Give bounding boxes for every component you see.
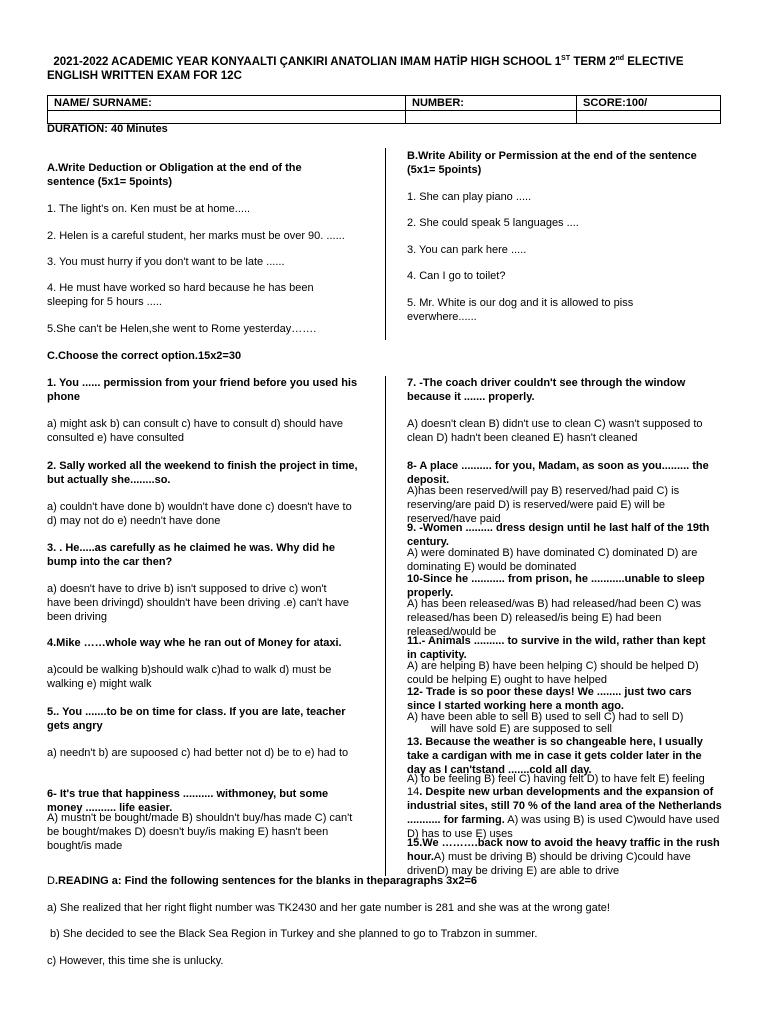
question-number: 14 [407,786,420,798]
section-b-item: 4. Can I go to toilet? [407,270,506,282]
question-options: a)could be walking b)should walk c)had to walk d) must be walking e) might walk [47,664,332,690]
exam-title: 2021-2022 ACADEMIC YEAR KONYAALTI ÇANKIRI ANATOLIAN IMAM HATİP HIGH SCHOOL 1ST TERM 2nd ELECTIVE ENGLISH WRITTEN EXAM FOR 12C [47,55,684,82]
question-text: 3. . He.....as carefully as he claimed he was. Why did he bump into the car then? [47,542,335,568]
question-options: a) needn't b) are supoosed c) had better not d) be to e) had to [47,747,349,759]
question-text: 8- A place .......... for you, Madam, as soon as you......... the deposit. [407,460,709,486]
question-text: 1. You ...... permission from your friend before you used his phone [47,377,358,403]
number-field[interactable] [406,111,577,124]
section-a-item: 3. You must hurry if you don't want to be late ...... [47,256,285,268]
question-text: 15.We ……….back now to avoid the heavy traffic in the rush hour. [407,837,720,863]
question-options: A)has been reserved/will pay B) reserved/had paid C) is reserving/are paid D) is reserved/were paid E) will be reserved/have paid [407,485,680,525]
question-options: A) has been released/was B) had released/had been C) was released/has been D) released/is being E) had been released/would be [407,598,702,638]
question-block [407,785,722,841]
question-text: 5.. You .......to be on time for class. If you are late, teacher gets angry [47,706,346,732]
question-options: A) mustn't be bought/made B) shouldn't buy/has made C) can't be bought/makes D) doesn't buy/is making E) hasn't been bought/is made [47,812,353,852]
question-options: A) must be driving B) should be driving C)could have drivenD) may be driving E) are able to drive [407,851,691,877]
question-text: 13. Because the weather is so changeable here, I usually take a cardigan with me in case it gets colder later in the day as I can'tstand .......cold all day. [407,736,703,776]
section-a-item: 5.She can't be Helen,she went to Rome yesterday……. [47,323,317,335]
column-divider-top [385,148,386,340]
duration: DURATION: 40 Minutes [47,123,168,135]
section-b-item: 3. You can park here ..... [407,244,527,256]
question-text: 2. Sally worked all the weekend to finish the project in time, but actually she........so. [47,460,358,486]
name-surname-label: NAME/ SURNAME: [48,96,406,111]
question-text: 4.Mike ……whole way whe he ran out of Money for ataxi. [47,637,342,649]
question-options: A) are helping B) have been helping C) should be helped D) could be helping E) ought to have helped [407,660,699,686]
question-block [407,836,722,878]
score-field[interactable] [577,111,721,124]
reading-sentence: a) She realized that her right flight number was TK2430 and her gate number is 281 and she was at the wrong gate! [47,902,610,914]
question-text: 7. -The coach driver couldn't see through the window because it ....... properly. [407,377,686,403]
section-b-heading: B.Write Ability or Permission at the end of the sentence (5x1= 5points) [407,150,697,176]
section-c-heading: C.Choose the correct option.15x2=30 [47,350,242,362]
section-a-item: 4. He must have worked so hard because he has been sleeping for 5 hours ..... [47,282,314,308]
question-text: 11.- Animals .......... to survive in the wild, rather than kept in captivity. [407,635,706,661]
reading-sentence: b) She decided to see the Black Sea Region in Turkey and she planned to go to Trabzon in summer. [47,928,538,940]
question-text: . Despite new urban developments and the expansion of industrial sites, still 70 % of the land area of the Netherlands ........... for farming. [407,786,722,826]
section-b-item: 2. She could speak 5 languages .... [407,217,579,229]
question-options: A) was using B) is used C)would have used D) has to use E) uses [407,814,720,840]
section-a-heading: A.Write Deduction or Obligation at the end of the sentence (5x1= 5points) [47,162,302,188]
question-options: a) couldn't have done b) wouldn't have done c) doesn't have to d) may not do e) needn't have done [47,501,352,527]
question-text: 10-Since he ........... from prison, he ...........unable to sleep properly. [407,573,705,599]
section-d-heading: D.READING a: Find the following sentences for the blanks in theparagraphs 3x2=6 [47,875,478,887]
column-divider-bottom [385,376,386,876]
score-label: SCORE:100/ [577,96,721,111]
number-label: NUMBER: [406,96,577,111]
question-text: 12- Trade is so poor these days! We ........ just two cars since I started working here a month ago. [407,686,692,712]
question-options: A) doesn't clean B) didn't use to clean C) wasn't supposed to clean D) hadn't been cleaned E) hasn't cleaned [407,418,703,444]
question-options: a) doesn't have to drive b) isn't supposed to drive c) won't have been drivingd) shouldn't have been driving .e) can't have been driving [47,583,350,623]
student-info-table [47,95,721,124]
section-b-item: 1. She can play piano ..... [407,191,532,203]
section-a-item: 2. Helen is a careful student, her marks must be over 90. ...... [47,230,345,242]
question-options: A) to be feeling B) feel C) having felt D) to have felt E) feeling [407,773,705,785]
question-options: A) have been able to sell B) used to sell C) had to sell D) [407,711,684,723]
question-options: a) might ask b) can consult c) have to consult d) should have consulted e) have consulted [47,418,343,444]
section-b-item: 5. Mr. White is our dog and it is allowed to piss everwhere...... [407,297,634,323]
question-options: will have sold E) are supposed to sell [431,723,612,735]
question-text: 9. -Women ......... dress design until he last half of the 19th century. [407,522,710,548]
question-text: 6- It's true that happiness .......... withmoney, but some money .......... life easier. [47,788,329,814]
question-options: A) were dominated B) have dominated C) dominated D) are dominating E) would be dominated [407,547,698,573]
reading-sentence: c) However, this time she is unlucky. [47,955,224,967]
section-a-item: 1. The light's on. Ken must be at home..... [47,203,251,215]
